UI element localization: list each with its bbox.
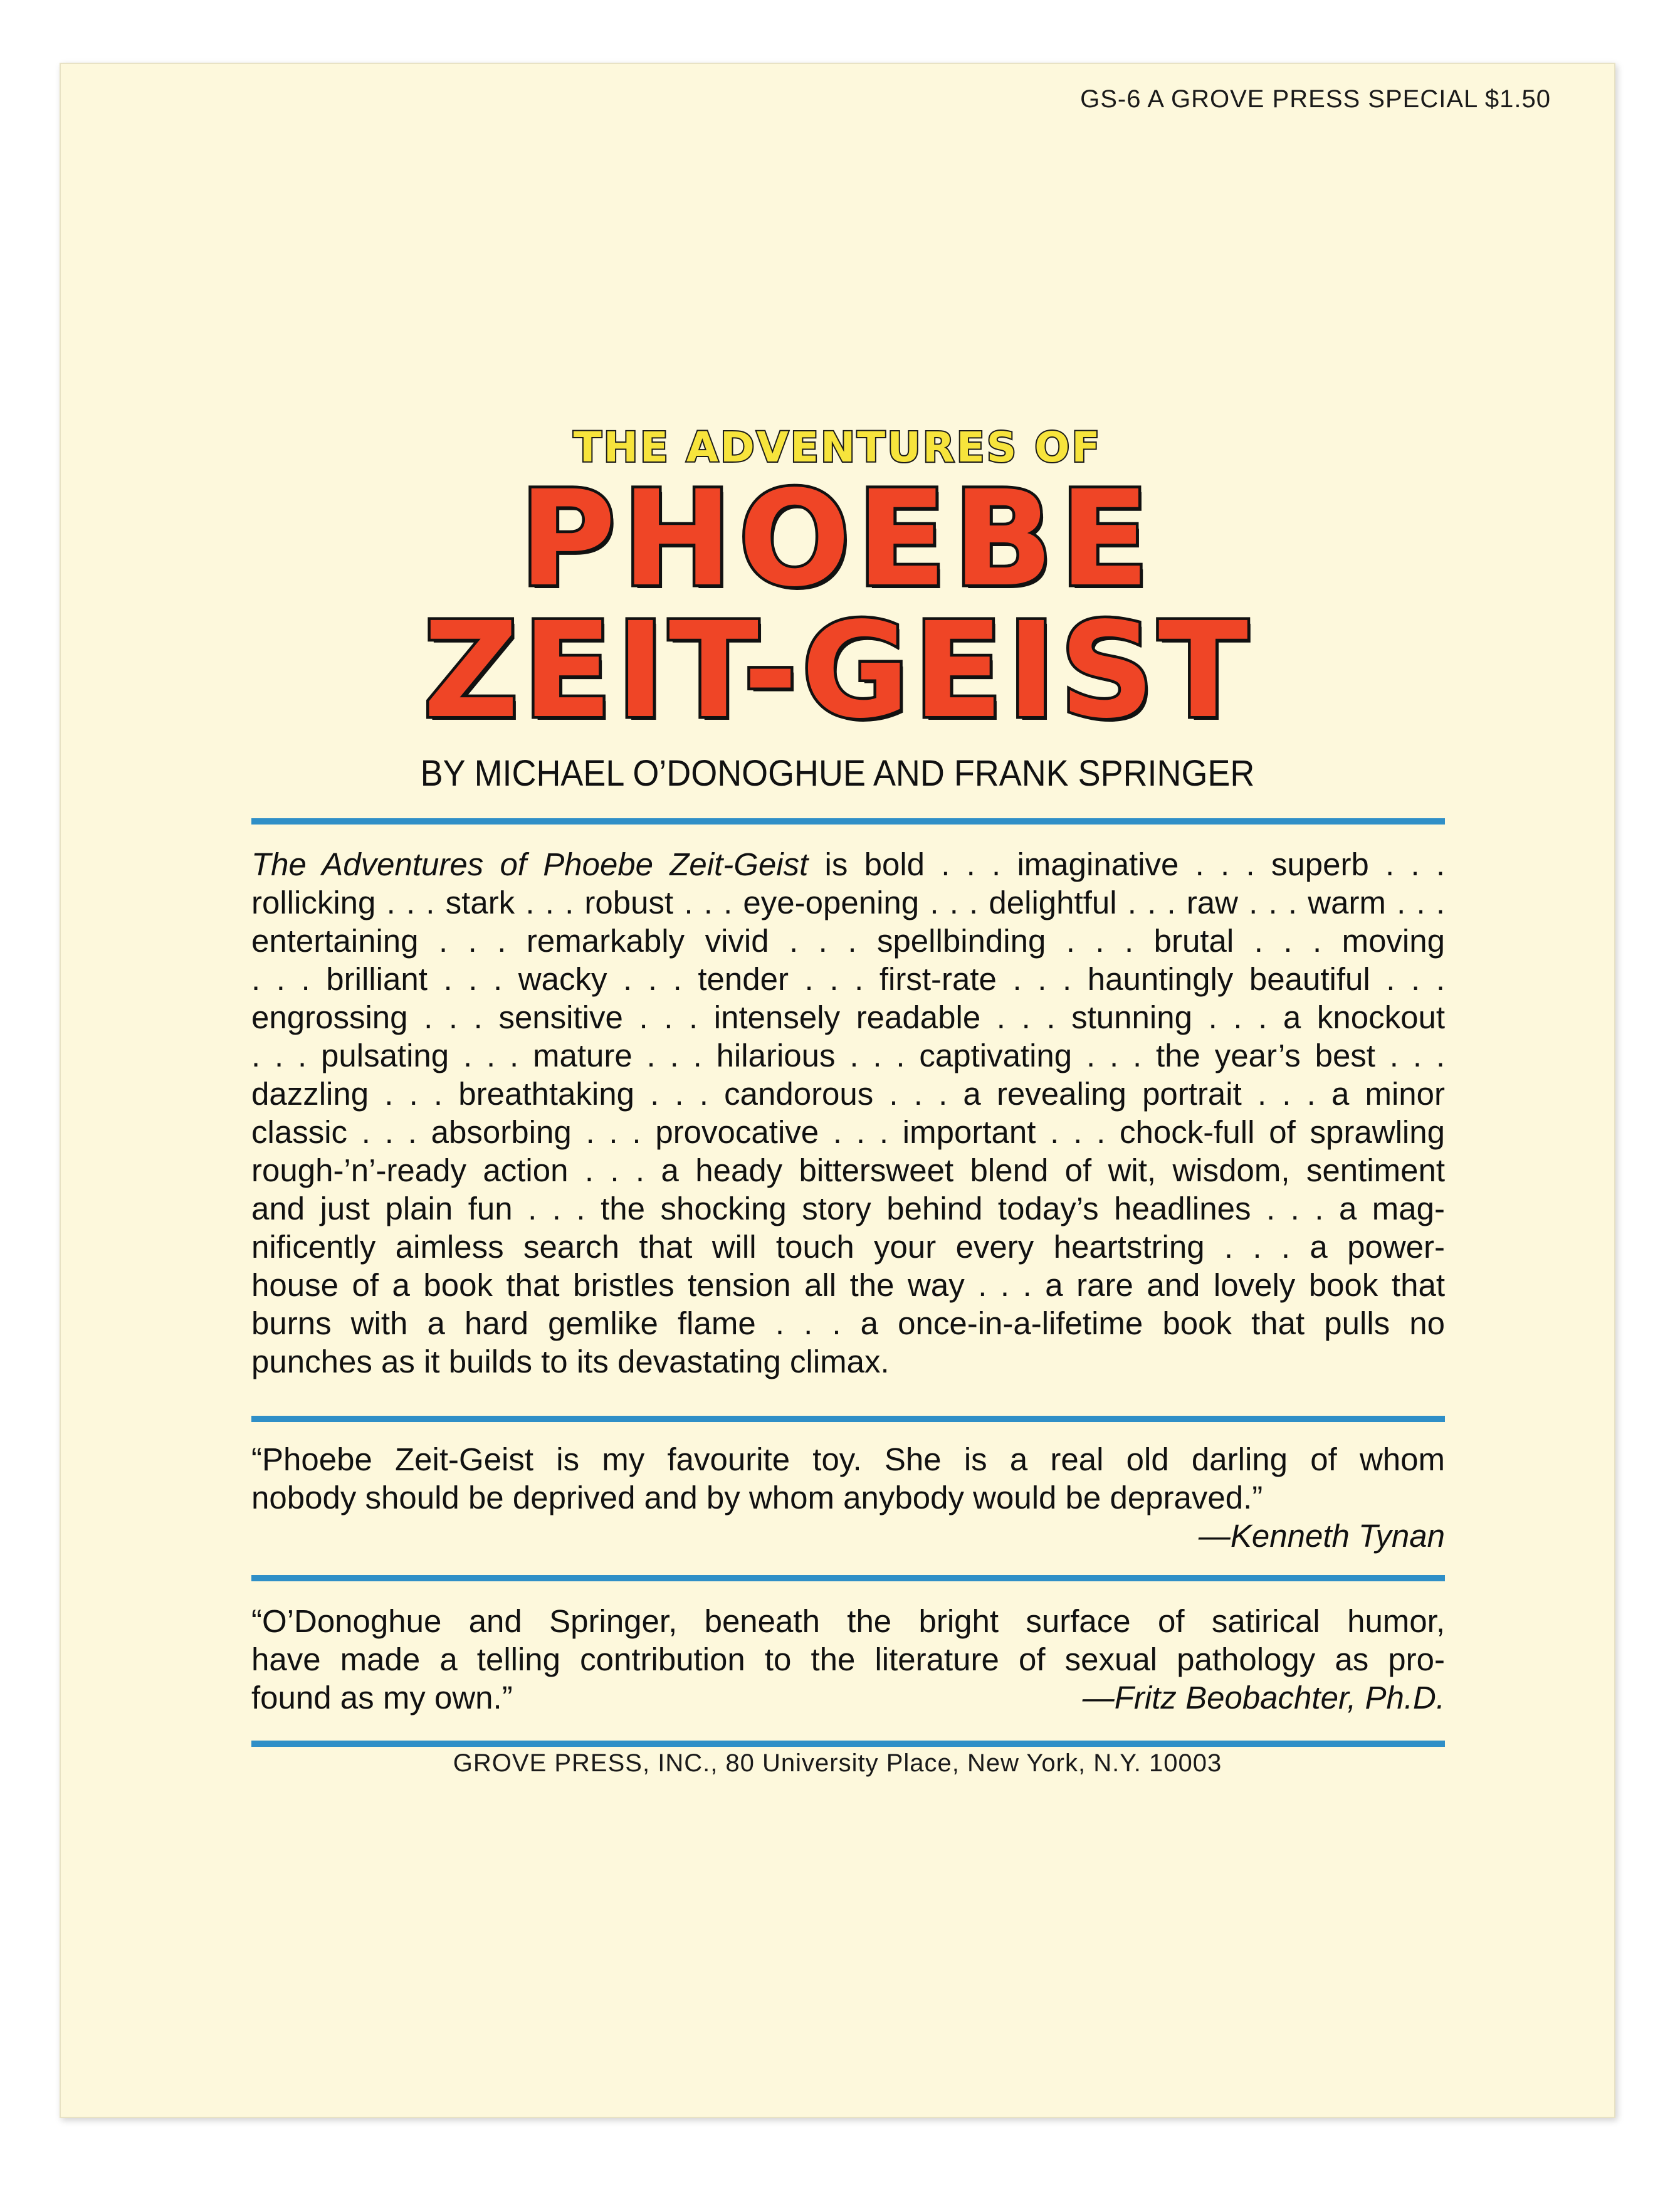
- title-line-1: PHOEBE: [519, 462, 1156, 616]
- quote-attribution: —Kenneth Tynan: [1198, 1518, 1445, 1554]
- divider-rule: [251, 818, 1445, 825]
- quote-line: have made a telling contribution to the literature of sexual pathology as pro-: [251, 1641, 1445, 1677]
- blurb-line: [251, 845, 1445, 883]
- blurb-line: punches as it builds to its devastating climax.: [251, 1344, 890, 1379]
- blurb-line: engrossing . . . sensitive . . . intensely readable . . . stunning . . . a knockout: [251, 999, 1445, 1035]
- blurb-line: rough-’n’-ready action . . . a heady bittersweet blend of wit, wisdom, sentiment: [251, 1152, 1445, 1188]
- quote-beobachter: [251, 1602, 1445, 1717]
- title-line-2: ZEIT-GEIST: [423, 594, 1252, 747]
- quote-line-text: found as my own.”: [251, 1680, 513, 1715]
- blurb-line-text: is bold . . . imaginative . . . superb . . .: [808, 846, 1445, 882]
- blurb-paragraph: [251, 845, 1445, 1381]
- blurb-line: nificently aimless search that will touch your every heartstring . . . a power-: [251, 1229, 1445, 1265]
- quote-line: “O’Donoghue and Springer, beneath the bright surface of satirical humor,: [251, 1603, 1445, 1639]
- divider-rule: [251, 1416, 1445, 1422]
- quote-line: “Phoebe Zeit-Geist is my favourite toy. She is a real old darling of whom: [251, 1441, 1445, 1477]
- publisher-address: GROVE PRESS, INC., 80 University Place, New York, N.Y. 10003: [453, 1749, 1222, 1777]
- blurb-line: . . . brilliant . . . wacky . . . tender . . . first-rate . . . hauntingly beautiful . . .: [251, 961, 1445, 997]
- blurb-line: house of a book that bristles tension all the way . . . a rare and lovely book that: [251, 1267, 1445, 1303]
- divider-rule: [251, 1741, 1445, 1747]
- price-code: GS-6 A GROVE PRESS SPECIAL $1.50: [1080, 85, 1551, 113]
- title-kicker: THE ADVENTURES OF: [573, 423, 1102, 472]
- blurb-line: entertaining . . . remarkably vivid . . . spellbinding . . . brutal . . . moving: [251, 923, 1445, 959]
- blurb-line: and just plain fun . . . the shocking story behind today’s headlines . . . a mag-: [251, 1191, 1445, 1226]
- quote-tynan: [251, 1440, 1445, 1555]
- quote-attribution: —Fritz Beobachter, Ph.D.: [1082, 1680, 1445, 1715]
- blurb-lead-title: The Adventures of Phoebe Zeit-Geist: [251, 846, 809, 882]
- blurb-line: classic . . . absorbing . . . provocative . . . important . . . chock-full of sprawling: [251, 1114, 1445, 1150]
- back-cover: [60, 63, 1615, 2118]
- quote-line: [251, 1678, 1445, 1717]
- blurb-line: burns with a hard gemlike flame . . . a once-in-a-lifetime book that pulls no: [251, 1305, 1445, 1341]
- byline: BY MICHAEL O’DONOGHUE AND FRANK SPRINGER: [420, 753, 1255, 794]
- quote-line: nobody should be deprived and by whom anybody would be depraved.”: [251, 1480, 1263, 1515]
- blurb-line: . . . pulsating . . . mature . . . hilarious . . . captivating . . . the year’s best . . .: [251, 1038, 1445, 1073]
- divider-rule: [251, 1575, 1445, 1581]
- blurb-line: rollicking . . . stark . . . robust . . . eye-opening . . . delightful . . . raw . . . warm . . .: [251, 885, 1445, 920]
- blurb-line: dazzling . . . breathtaking . . . candorous . . . a revealing portrait . . . a minor: [251, 1076, 1445, 1112]
